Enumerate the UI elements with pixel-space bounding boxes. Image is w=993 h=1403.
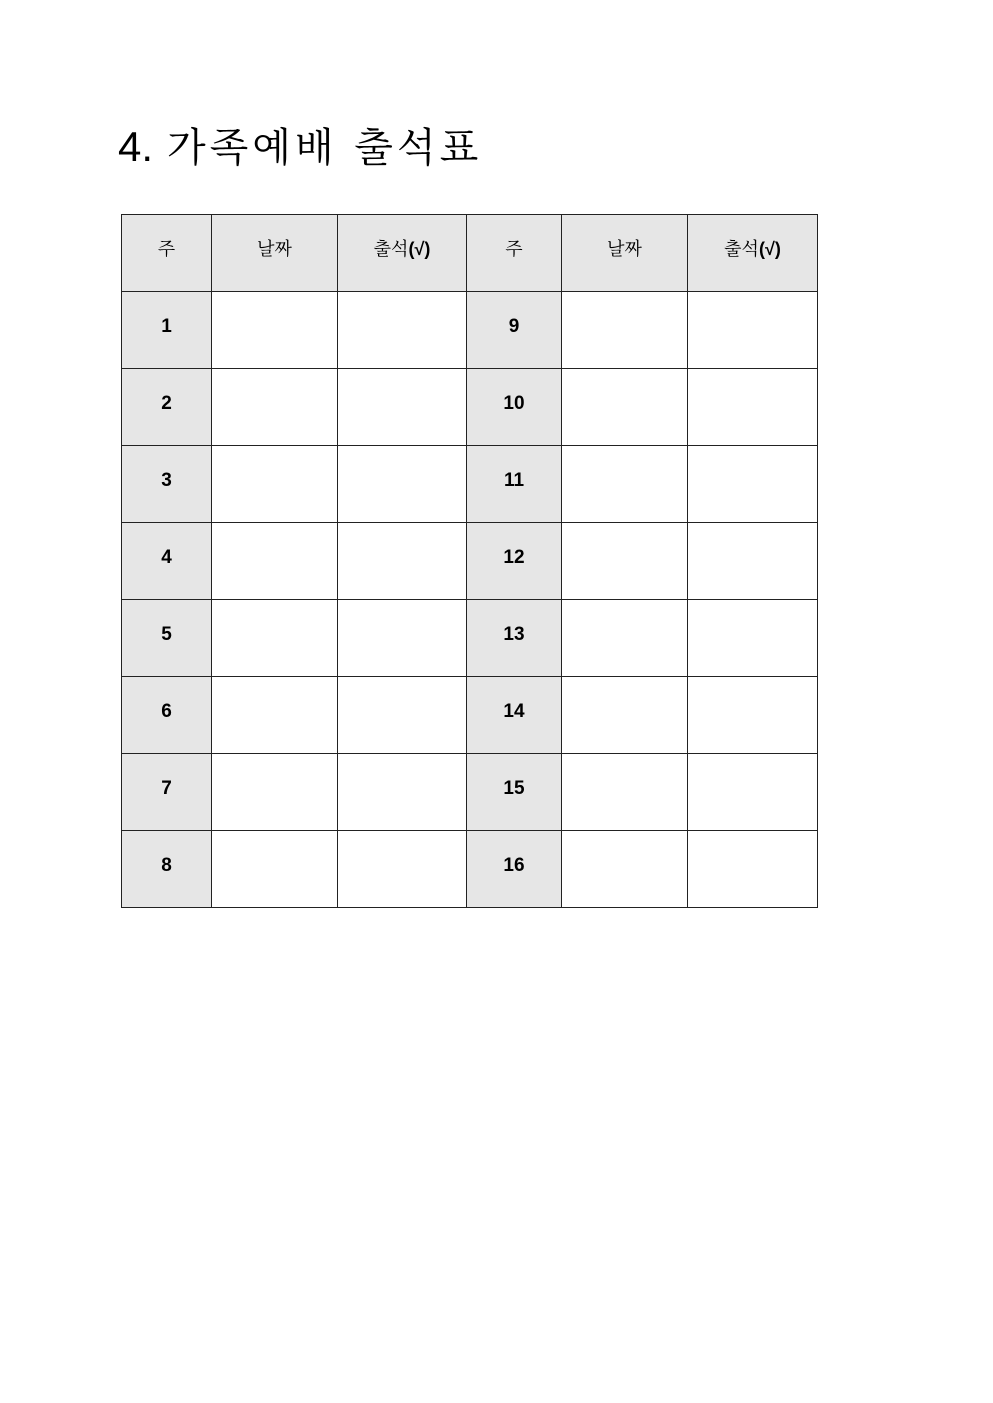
date-cell[interactable] xyxy=(562,292,688,369)
date-cell[interactable] xyxy=(212,600,338,677)
table-row xyxy=(122,369,818,446)
week-number: 14 xyxy=(467,677,562,754)
table-row xyxy=(122,831,818,908)
week-number: 16 xyxy=(467,831,562,908)
attendance-cell[interactable] xyxy=(338,600,467,677)
week-number: 9 xyxy=(467,292,562,369)
title-text: 가족예배 출석표 xyxy=(167,125,483,171)
attendance-cell[interactable] xyxy=(338,446,467,523)
week-number: 1 xyxy=(122,292,212,369)
table-row xyxy=(122,677,818,754)
header-attendance-label: 출석 xyxy=(373,239,409,260)
date-cell[interactable] xyxy=(212,831,338,908)
table-row xyxy=(122,754,818,831)
header-attendance-mark: (√) xyxy=(758,239,781,259)
header-row xyxy=(122,215,818,292)
week-number: 8 xyxy=(122,831,212,908)
attendance-cell[interactable] xyxy=(688,600,818,677)
header-attendance xyxy=(688,215,818,292)
header-attendance-mark: (√) xyxy=(408,239,431,259)
week-number: 12 xyxy=(467,523,562,600)
header-week: 주 xyxy=(467,215,562,292)
attendance-cell[interactable] xyxy=(688,292,818,369)
attendance-cell[interactable] xyxy=(688,754,818,831)
header-attendance-label: 출석 xyxy=(724,239,759,260)
header-date: 날짜 xyxy=(562,215,688,292)
attendance-cell[interactable] xyxy=(338,677,467,754)
attendance-cell[interactable] xyxy=(688,677,818,754)
date-cell[interactable] xyxy=(212,677,338,754)
header-week: 주 xyxy=(122,215,212,292)
attendance-cell[interactable] xyxy=(338,369,467,446)
header-date: 날짜 xyxy=(212,215,338,292)
attendance-table xyxy=(121,214,818,908)
attendance-cell[interactable] xyxy=(338,831,467,908)
table-row xyxy=(122,600,818,677)
week-number: 2 xyxy=(122,369,212,446)
date-cell[interactable] xyxy=(562,831,688,908)
attendance-cell[interactable] xyxy=(338,754,467,831)
title-number: 4. xyxy=(118,123,154,170)
week-number: 6 xyxy=(122,677,212,754)
attendance-cell[interactable] xyxy=(688,523,818,600)
attendance-cell[interactable] xyxy=(688,446,818,523)
attendance-cell[interactable] xyxy=(688,831,818,908)
attendance-cell[interactable] xyxy=(338,292,467,369)
date-cell[interactable] xyxy=(562,600,688,677)
date-cell[interactable] xyxy=(212,446,338,523)
table-row xyxy=(122,292,818,369)
attendance-cell[interactable] xyxy=(338,523,467,600)
table-row xyxy=(122,523,818,600)
header-attendance xyxy=(338,215,467,292)
date-cell[interactable] xyxy=(562,754,688,831)
date-cell[interactable] xyxy=(562,523,688,600)
week-number: 13 xyxy=(467,600,562,677)
date-cell[interactable] xyxy=(212,292,338,369)
date-cell[interactable] xyxy=(562,369,688,446)
attendance-cell[interactable] xyxy=(688,369,818,446)
week-number: 10 xyxy=(467,369,562,446)
week-number: 4 xyxy=(122,523,212,600)
week-number: 11 xyxy=(467,446,562,523)
week-number: 5 xyxy=(122,600,212,677)
week-number: 15 xyxy=(467,754,562,831)
week-number: 7 xyxy=(122,754,212,831)
week-number: 3 xyxy=(122,446,212,523)
date-cell[interactable] xyxy=(562,677,688,754)
page-title xyxy=(118,108,483,171)
date-cell[interactable] xyxy=(212,523,338,600)
table-row xyxy=(122,446,818,523)
date-cell[interactable] xyxy=(212,369,338,446)
date-cell[interactable] xyxy=(562,446,688,523)
date-cell[interactable] xyxy=(212,754,338,831)
